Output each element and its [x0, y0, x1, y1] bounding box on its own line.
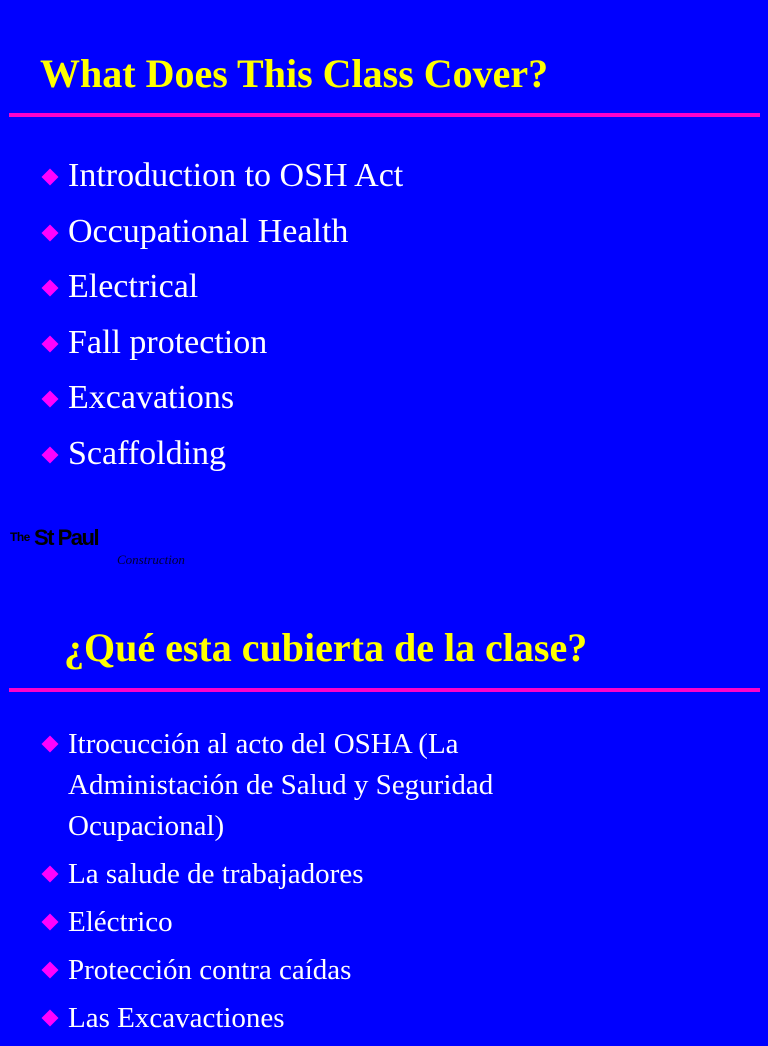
diamond-bullet-icon	[42, 169, 59, 186]
bullet-item: Introduction to OSH Act	[40, 148, 403, 204]
bullet-list	[40, 148, 403, 481]
diamond-bullet-icon	[42, 446, 59, 463]
bullet-item: Itrocucción al acto del OSHA (La Administación de Salud y Seguridad Ocupacional)	[40, 724, 588, 847]
bullet-item: Electrical	[40, 259, 403, 315]
logo-name: St Paul	[34, 525, 99, 550]
bullet-item: Occupational Health	[40, 204, 403, 260]
bullet-item: Eléctrico	[40, 902, 588, 943]
st-paul-logo	[10, 527, 230, 575]
logo-subtitle: Construction	[117, 552, 185, 567]
slide-title: ¿Qué esta cubierta de la clase?	[64, 625, 588, 670]
diamond-bullet-icon	[42, 866, 59, 883]
bullet-item: Protección contra caídas	[40, 950, 588, 991]
diamond-bullet-icon	[42, 962, 59, 979]
diamond-bullet-icon	[42, 335, 59, 352]
diamond-bullet-icon	[42, 224, 59, 241]
bullet-list	[40, 724, 588, 1046]
slide-title: What Does This Class Cover?	[40, 51, 549, 96]
bullet-item: Scaffolding	[40, 426, 403, 482]
diamond-bullet-icon	[42, 914, 59, 931]
bullet-item: Fall protection	[40, 315, 403, 371]
title-divider	[9, 688, 760, 692]
bullet-item: Las Excavactiones	[40, 998, 588, 1039]
bullet-item: La salude de trabajadores	[40, 854, 588, 895]
slide-spanish	[0, 590, 768, 1034]
diamond-bullet-icon	[42, 391, 59, 408]
title-divider	[9, 113, 760, 117]
bullet-item: Excavations	[40, 370, 403, 426]
logo-the: The	[10, 530, 30, 544]
diamond-bullet-icon	[42, 280, 59, 297]
diamond-bullet-icon	[42, 736, 59, 753]
